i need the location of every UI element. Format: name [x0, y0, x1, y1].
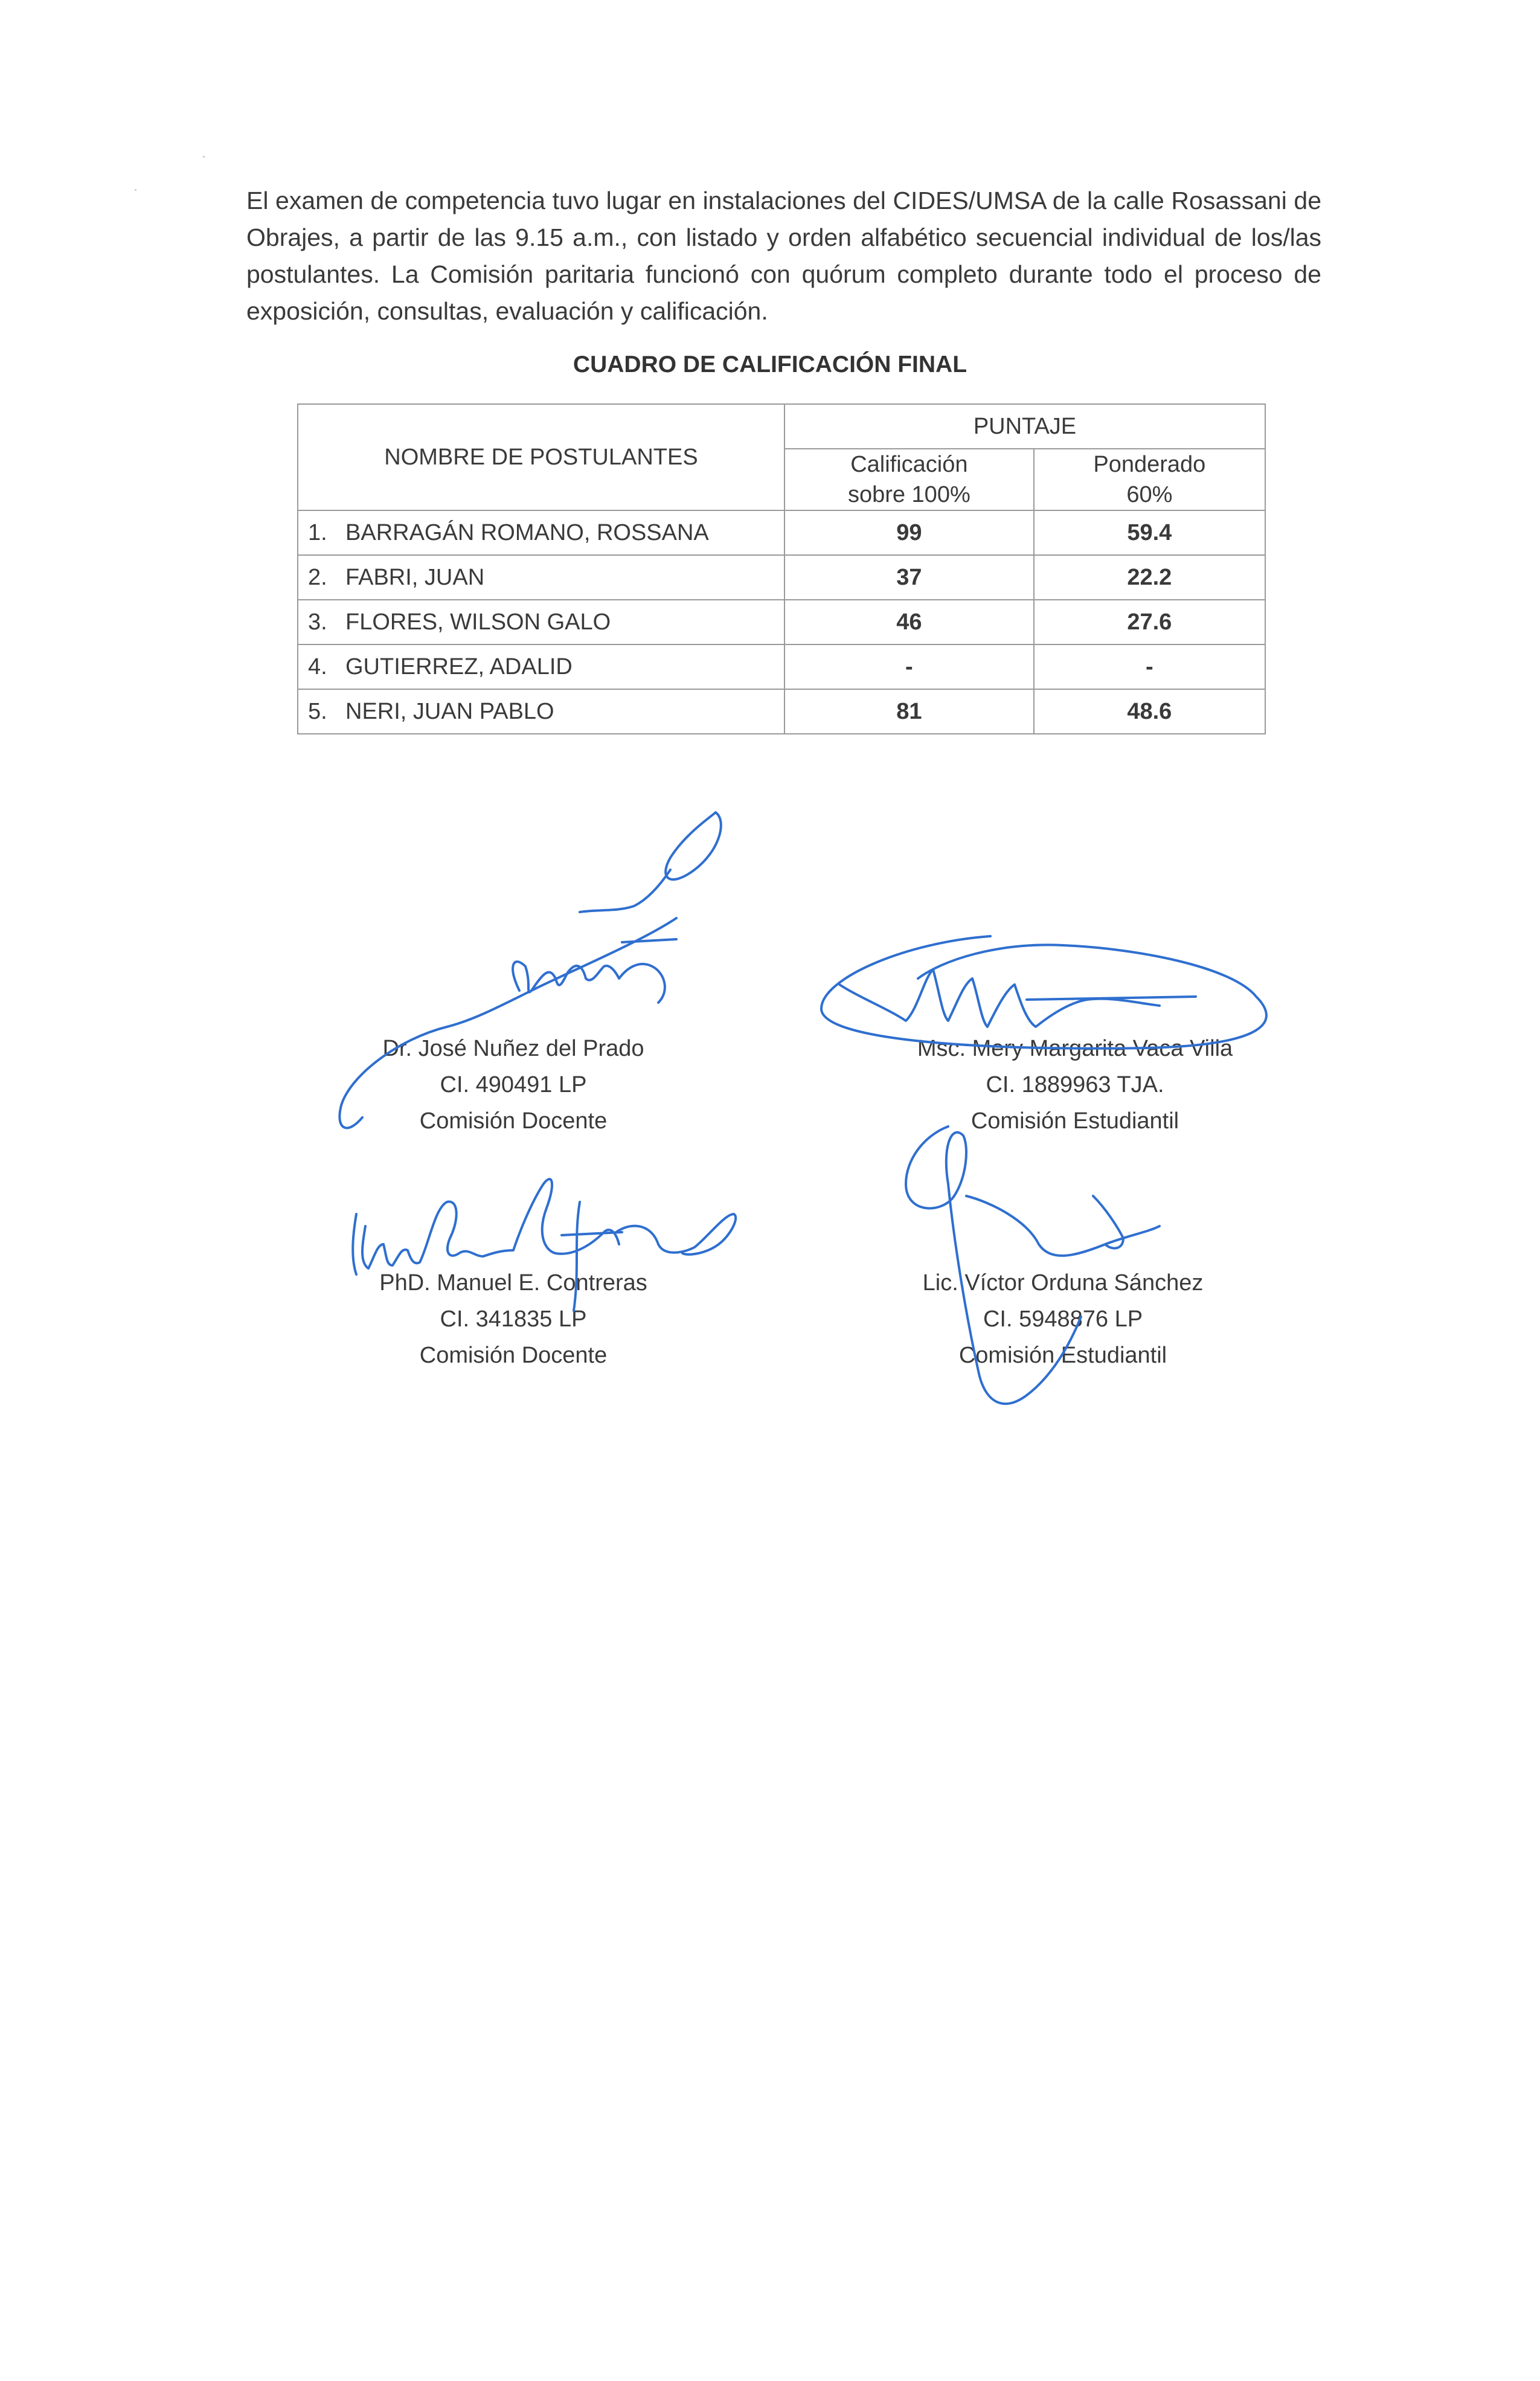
row-index: 1. — [308, 519, 327, 545]
signature-block-orduna — [858, 1265, 1268, 1374]
applicant-name-cell — [298, 644, 784, 689]
signatory-role: Comisión Docente — [419, 1108, 608, 1134]
signatory-name: Msc. Mery Margarita Vaca Villa — [917, 1036, 1233, 1061]
calificacion-header-line1: Calificación — [850, 452, 968, 477]
table-row — [298, 510, 1265, 555]
applicant-name-cell — [298, 510, 784, 555]
calificacion-cell: 46 — [784, 600, 1034, 644]
signatory-role: Comisión Estudiantil — [971, 1108, 1179, 1134]
ponderado-cell: 48.6 — [1034, 689, 1265, 734]
applicant-name-cell — [298, 600, 784, 644]
ponderado-cell: 59.4 — [1034, 510, 1265, 555]
signature-block-vaca — [839, 1030, 1311, 1139]
row-index: 3. — [308, 609, 327, 635]
signatory-role: Comisión Estudiantil — [958, 1343, 1167, 1368]
signatory-name: Lic. Víctor Orduna Sánchez — [922, 1270, 1204, 1296]
applicant-name: GUTIERREZ, ADALID — [345, 654, 573, 680]
table-row — [298, 600, 1265, 644]
row-index: 2. — [308, 564, 327, 590]
signatory-ci: CI. 490491 LP — [440, 1072, 587, 1097]
applicant-name: FABRI, JUAN — [345, 564, 485, 590]
signatory-ci: CI. 5948876 LP — [983, 1306, 1143, 1332]
column-header-names: NOMBRE DE POSTULANTES — [298, 404, 784, 510]
signatory-ci: CI. 341835 LP — [440, 1306, 587, 1332]
ponderado-cell: 22.2 — [1034, 555, 1265, 600]
applicant-name: BARRAGÁN ROMANO, ROSSANA — [345, 519, 709, 545]
calificacion-cell: 99 — [784, 510, 1034, 555]
row-index: 4. — [308, 654, 327, 680]
applicant-name-cell — [298, 689, 784, 734]
table-row — [298, 689, 1265, 734]
scan-speck — [135, 189, 136, 191]
intro-paragraph: El examen de competencia tuvo lugar en instalaciones del CIDES/UMSA de la calle Rosassani de Obrajes, a partir de las 9.15 a.m., con listado y orden alfabético secuencial individual de los/las postulantes. La Comisión paritaria funcionó con quórum completo durante todo el proceso de exposición, consultas, evaluación y calificación. — [246, 187, 1321, 325]
table-row — [298, 644, 1265, 689]
calificacion-header-line2: sobre 100% — [847, 482, 971, 507]
signatory-name: Dr. José Nuñez del Prado — [382, 1036, 644, 1061]
calificacion-cell: 37 — [784, 555, 1034, 600]
applicant-name: FLORES, WILSON GALO — [345, 609, 611, 635]
calificacion-cell: 81 — [784, 689, 1034, 734]
signatory-role: Comisión Docente — [419, 1343, 608, 1368]
signature-block-nunez — [332, 1030, 695, 1139]
ponderado-cell: - — [1034, 644, 1265, 689]
table-title: CUADRO DE CALIFICACIÓN FINAL — [573, 352, 967, 378]
calificacion-cell: - — [784, 644, 1034, 689]
ponderado-header-line2: 60% — [1126, 482, 1173, 507]
ponderado-header-line1: Ponderado — [1093, 452, 1206, 477]
signatory-ci: CI. 1889963 TJA. — [986, 1072, 1164, 1097]
applicant-name: NERI, JUAN PABLO — [345, 698, 554, 724]
row-index: 5. — [308, 698, 327, 724]
grades-table — [297, 403, 1266, 734]
signature-block-contreras — [332, 1265, 695, 1374]
column-header-ponderado — [1034, 449, 1265, 510]
applicant-name-cell — [298, 555, 784, 600]
signatory-name: PhD. Manuel E. Contreras — [379, 1270, 647, 1296]
column-header-puntaje: PUNTAJE — [784, 404, 1265, 449]
ponderado-cell: 27.6 — [1034, 600, 1265, 644]
scan-speck — [203, 156, 205, 158]
column-header-calificacion — [784, 449, 1034, 510]
table-row — [298, 555, 1265, 600]
